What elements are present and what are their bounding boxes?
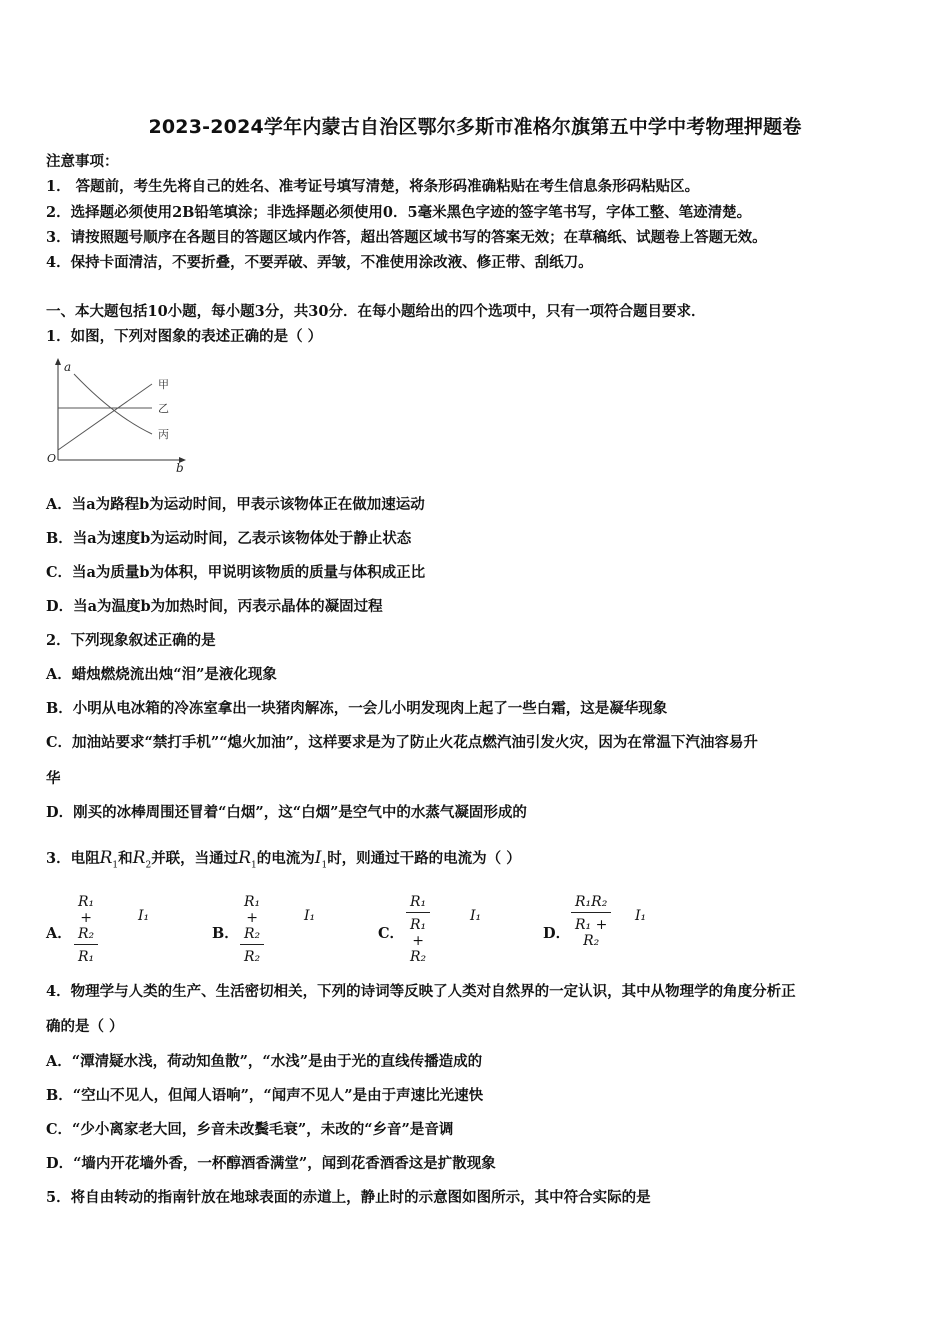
- q3-option-b-denominator: R₂: [244, 949, 261, 965]
- q3-option-b-label: B．: [212, 925, 239, 942]
- q2-option-b: B．小明从电冰箱的冷冻室拿出一块猪肉解冻，一会儿小明发现肉上起了一些白霜，这是凝华现象: [46, 700, 668, 717]
- notice-item: 4．保持卡面清洁，不要折叠，不要弄破、弄皱，不准使用涂改液、修正带、刮纸刀。: [46, 254, 593, 271]
- question-4-stem-line2: 确的是（ ）: [46, 1018, 124, 1035]
- question-1-graph: [44, 356, 194, 474]
- notice-item: 2．选择题必须使用2B铅笔填涂；非选择题必须使用0．5毫米黑色字迹的签字笔书写，字体工整、笔迹清楚。: [46, 204, 752, 221]
- notice-item: 3．请按照题号顺序在各题目的答题区域内作答，超出答题区域书写的答案无效；在草稿纸、试题卷上答题无效。: [46, 229, 767, 246]
- q3-option-b-numerator: R₁ + R₂: [240, 894, 264, 945]
- q3-option-c-factor: I₁: [470, 908, 482, 924]
- q2-option-c-cont: 华: [46, 770, 61, 787]
- y-axis-label: a: [64, 360, 72, 374]
- section-heading: 一、本大题包括10小题，每小题3分，共30分．在每小题给出的四个选项中，只有一项符合题目要求．: [46, 303, 706, 320]
- graph-label-yi: 乙: [158, 402, 169, 415]
- q3-and: 和: [118, 850, 133, 867]
- q2-option-a: A．蜡烛燃烧流出烛“泪”是液化现象: [46, 666, 277, 683]
- q3-option-d-label: D．: [543, 925, 571, 942]
- graph-line-jia: [58, 384, 152, 450]
- q3-suffix: 时，则通过干路的电流为（ ）: [327, 850, 521, 867]
- q1-option-b: B．当a为速度b为运动时间，乙表示该物体处于静止状态: [46, 530, 412, 547]
- q3-mid2: 的电流为: [256, 850, 315, 867]
- q3-i1: $I_1$: [314, 848, 328, 871]
- page-title: 2023-2024学年内蒙古自治区鄂尔多斯市准格尔旗第五中学中考物理押题卷: [148, 116, 802, 138]
- q3-option-b-fraction: [240, 894, 316, 965]
- notice-item: 1． 答题前，考生先将自己的姓名、准考证号填写清楚，将条形码准确粘贴在考生信息条形码粘贴区。: [46, 178, 700, 195]
- q2-option-c: C．加油站要求“禁打手机”“熄火加油”，这样要求是为了防止火花点燃汽油引发火灾，因为在常温下汽油容易升: [46, 734, 758, 751]
- q3-option-c-fraction: [406, 894, 482, 965]
- q3-mid1: 并联，当通过: [151, 850, 239, 867]
- graph-label-jia: 甲: [158, 378, 169, 391]
- q3-option-c-denominator: R₁ + R₂: [410, 917, 427, 965]
- notice-heading: 注意事项：: [46, 153, 119, 170]
- q4-option-d: D．“墙内开花墙外香，一杯醇酒香满堂”，闻到花香酒香这是扩散现象: [46, 1155, 496, 1172]
- q4-option-c: C．“少小离家老大回，乡音未改鬓毛衰”，未改的“乡音”是音调: [46, 1121, 454, 1138]
- q3-option-a-label: A．: [46, 925, 72, 942]
- q1-option-d: D．当a为温度b为加热时间，丙表示晶体的凝固过程: [46, 598, 383, 615]
- x-axis-label: b: [176, 461, 184, 474]
- q3-r2: $R_2$: [132, 848, 152, 871]
- q3-r1-again: $R_1$: [238, 848, 257, 871]
- q1-option-c: C．当a为质量b为体积，甲说明该物质的质量与体积成正比: [46, 564, 426, 581]
- q4-option-a: A．“潭清疑水浅，荷动知鱼散”，“水浅”是由于光的直线传播造成的: [46, 1053, 483, 1070]
- y-axis-arrow: [55, 358, 61, 365]
- question-5-stem: 5．将自由转动的指南针放在地球表面的赤道上，静止时的示意图如图所示，其中符合实际的是: [46, 1189, 651, 1206]
- q3-option-d-fraction: [571, 894, 647, 949]
- q3-prefix: 3．电阻: [46, 850, 100, 867]
- q3-option-d-factor: I₁: [635, 908, 647, 924]
- q3-option-a-fraction: [74, 894, 150, 965]
- q2-option-d: D．刚买的冰棒周围还冒着“白烟”，这“白烟”是空气中的水蒸气凝固形成的: [46, 804, 527, 821]
- q4-option-b: B．“空山不见人，但闻人语响”，“闻声不见人”是由于声速比光速快: [46, 1087, 484, 1104]
- q1-option-a: A．当a为路程b为运动时间，甲表示该物体正在做加速运动: [46, 496, 425, 513]
- q3-option-d-numerator: R₁R₂: [571, 894, 611, 913]
- question-2-stem: 2．下列现象叙述正确的是: [46, 632, 216, 649]
- graph-line-bing: [74, 374, 152, 434]
- q3-option-a-numerator: R₁ + R₂: [74, 894, 98, 945]
- origin-label: O: [47, 452, 57, 465]
- q3-option-c-numerator: R₁: [406, 894, 430, 913]
- question-1-stem: 1．如图，下列对图象的表述正确的是（ ）: [46, 328, 323, 345]
- graph-label-bing: 丙: [158, 428, 169, 441]
- q3-option-a-denominator: R₁: [78, 949, 95, 965]
- q3-r1: $R_1$: [99, 848, 119, 871]
- question-3-stem: [46, 845, 521, 878]
- q3-option-a-factor: I₁: [138, 908, 150, 924]
- q3-option-b-factor: I₁: [304, 908, 316, 924]
- question-4-stem-line1: 4．物理学与人类的生产、生活密切相关，下列的诗词等反映了人类对自然界的一定认识，其中从物理学的角度分析正: [46, 983, 796, 1000]
- q3-option-d-denominator: R₁ + R₂: [574, 917, 608, 949]
- q3-option-c-label: C．: [378, 925, 405, 942]
